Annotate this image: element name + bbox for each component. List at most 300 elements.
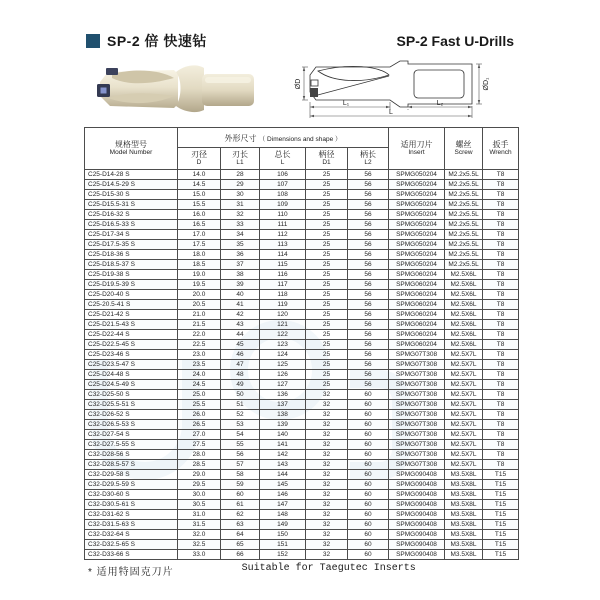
cell-d: 25.5 <box>178 400 221 410</box>
cell-d: 26.0 <box>178 410 221 420</box>
page-title-en: SP-2 Fast U-Drills <box>396 33 514 49</box>
table-row <box>85 240 519 250</box>
dim-label-d: ØD <box>295 78 302 90</box>
cell-d1: 32 <box>306 530 348 540</box>
cell-insert: SPMG07T308 <box>389 450 445 460</box>
cell-d: 23.5 <box>178 360 221 370</box>
col-header-d-zh: 刃径 <box>191 150 207 160</box>
cell-model: C25-D15.5-31 S <box>85 200 178 210</box>
page-title-zh: SP-2 倍 快速钻 <box>107 33 207 49</box>
table-row <box>85 310 519 320</box>
cell-l1: 42 <box>221 310 260 320</box>
cell-wrench: T8 <box>483 450 519 460</box>
cell-wrench: T8 <box>483 340 519 350</box>
col-header-dims-en: （ Dimensions and shape ） <box>258 136 342 144</box>
table-row <box>85 320 519 330</box>
cell-d1: 25 <box>306 190 348 200</box>
cell-screw: M2.5X6L <box>445 320 483 330</box>
cell-screw: M3.5X8L <box>445 550 483 560</box>
cell-l: 124 <box>260 350 306 360</box>
spec-table <box>84 127 519 560</box>
cell-wrench: T15 <box>483 510 519 520</box>
cell-l1: 56 <box>221 450 260 460</box>
cell-l: 120 <box>260 310 306 320</box>
cell-screw: M2.2x5.5L <box>445 200 483 210</box>
cell-wrench: T15 <box>483 530 519 540</box>
cell-l: 141 <box>260 440 306 450</box>
cell-wrench: T8 <box>483 170 519 180</box>
table-row <box>85 460 519 470</box>
cell-l: 145 <box>260 480 306 490</box>
cell-l2: 60 <box>348 470 389 480</box>
cell-model: C25-D17.5-35 S <box>85 240 178 250</box>
cell-insert: SPMG050204 <box>389 200 445 210</box>
col-header-d1 <box>306 148 348 170</box>
dim-label-d1: ØD₁ <box>483 77 490 91</box>
cell-d: 22.0 <box>178 330 221 340</box>
cell-d: 30.0 <box>178 490 221 500</box>
cell-d1: 25 <box>306 310 348 320</box>
cell-screw: M2.5X6L <box>445 330 483 340</box>
cell-model: C25-D22.5-45 S <box>85 340 178 350</box>
cell-d: 20.5 <box>178 300 221 310</box>
page-header <box>86 31 514 51</box>
table-row <box>85 360 519 370</box>
cell-screw: M2.2x5.5L <box>445 250 483 260</box>
cell-screw: M3.5X8L <box>445 520 483 530</box>
cell-screw: M3.5X8L <box>445 510 483 520</box>
table-row <box>85 440 519 450</box>
dimension-diagram <box>294 54 516 122</box>
cell-wrench: T8 <box>483 410 519 420</box>
cell-insert: SPMG07T308 <box>389 360 445 370</box>
cell-d: 30.5 <box>178 500 221 510</box>
cell-l: 126 <box>260 370 306 380</box>
dimension-diagram-graphic <box>294 54 516 122</box>
cell-l: 113 <box>260 240 306 250</box>
cell-d1: 25 <box>306 230 348 240</box>
cell-d1: 25 <box>306 170 348 180</box>
cell-l: 148 <box>260 510 306 520</box>
cell-screw: M2.5X7L <box>445 440 483 450</box>
cell-d: 32.0 <box>178 530 221 540</box>
cell-model: C25-D14-28 S <box>85 170 178 180</box>
cell-l1: 51 <box>221 400 260 410</box>
cell-d: 17.0 <box>178 230 221 240</box>
cell-d1: 32 <box>306 470 348 480</box>
cell-insert: SPMG050204 <box>389 180 445 190</box>
cell-l: 110 <box>260 210 306 220</box>
cell-model: C32-D26.5-53 S <box>85 420 178 430</box>
cell-l2: 56 <box>348 250 389 260</box>
cell-wrench: T8 <box>483 280 519 290</box>
cell-model: C25-D24.5-49 S <box>85 380 178 390</box>
cell-wrench: T8 <box>483 360 519 370</box>
cell-l1: 38 <box>221 270 260 280</box>
cell-l2: 60 <box>348 410 389 420</box>
cell-model: C32-D31.5-63 S <box>85 520 178 530</box>
cell-screw: M3.5X8L <box>445 540 483 550</box>
cell-screw: M2.5X7L <box>445 390 483 400</box>
cell-l: 144 <box>260 470 306 480</box>
cell-insert: SPMG090408 <box>389 530 445 540</box>
cell-screw: M2.2x5.5L <box>445 190 483 200</box>
cell-wrench: T15 <box>483 480 519 490</box>
footer-note-zh: * 适用特固克刀片 <box>88 567 174 578</box>
cell-l: 115 <box>260 260 306 270</box>
cell-wrench: T8 <box>483 240 519 250</box>
cell-l1: 46 <box>221 350 260 360</box>
table-row <box>85 260 519 270</box>
col-header-wrench-zh: 扳手 <box>492 140 509 150</box>
cell-d1: 32 <box>306 460 348 470</box>
cell-l: 119 <box>260 300 306 310</box>
col-header-wrench <box>483 128 519 170</box>
cell-insert: SPMG07T308 <box>389 460 445 470</box>
cell-screw: M2.2x5.5L <box>445 260 483 270</box>
cell-screw: M2.5X7L <box>445 400 483 410</box>
cell-model: C32-D27-54 S <box>85 430 178 440</box>
cell-d1: 25 <box>306 370 348 380</box>
cell-l1: 28 <box>221 170 260 180</box>
cell-model: C25-D20-40 S <box>85 290 178 300</box>
cell-l2: 56 <box>348 270 389 280</box>
cell-insert: SPMG07T308 <box>389 390 445 400</box>
cell-l2: 56 <box>348 360 389 370</box>
table-row <box>85 190 519 200</box>
table-row <box>85 540 519 550</box>
cell-screw: M2.5X7L <box>445 460 483 470</box>
cell-insert: SPMG07T308 <box>389 370 445 380</box>
cell-d1: 25 <box>306 210 348 220</box>
cell-d1: 32 <box>306 520 348 530</box>
cell-l1: 58 <box>221 470 260 480</box>
cell-wrench: T8 <box>483 320 519 330</box>
cell-d: 16.5 <box>178 220 221 230</box>
cell-d1: 32 <box>306 480 348 490</box>
cell-wrench: T8 <box>483 300 519 310</box>
cell-d1: 32 <box>306 490 348 500</box>
cell-screw: M2.5X6L <box>445 340 483 350</box>
cell-l2: 60 <box>348 460 389 470</box>
cell-insert: SPMG090408 <box>389 510 445 520</box>
cell-d: 23.0 <box>178 350 221 360</box>
cell-screw: M2.5X7L <box>445 430 483 440</box>
cell-l: 137 <box>260 400 306 410</box>
cell-l2: 60 <box>348 400 389 410</box>
cell-d1: 25 <box>306 240 348 250</box>
cell-d1: 32 <box>306 540 348 550</box>
cell-model: C25-D15-30 S <box>85 190 178 200</box>
cell-wrench: T15 <box>483 490 519 500</box>
cell-wrench: T8 <box>483 290 519 300</box>
cell-l: 122 <box>260 330 306 340</box>
table-row <box>85 340 519 350</box>
table-row <box>85 410 519 420</box>
col-header-insert <box>389 128 445 170</box>
cell-insert: SPMG050204 <box>389 260 445 270</box>
cell-l1: 62 <box>221 510 260 520</box>
cell-insert: SPMG050204 <box>389 190 445 200</box>
cell-l2: 56 <box>348 380 389 390</box>
cell-l1: 33 <box>221 220 260 230</box>
cell-wrench: T8 <box>483 200 519 210</box>
cell-d: 21.0 <box>178 310 221 320</box>
cell-screw: M2.2x5.5L <box>445 240 483 250</box>
cell-d: 20.0 <box>178 290 221 300</box>
cell-wrench: T8 <box>483 330 519 340</box>
cell-l2: 56 <box>348 340 389 350</box>
cell-d1: 25 <box>306 290 348 300</box>
cell-d: 27.0 <box>178 430 221 440</box>
col-header-l2-en: L2 <box>364 159 372 167</box>
cell-model: C32-D29-58 S <box>85 470 178 480</box>
cell-model: C25-D19-38 S <box>85 270 178 280</box>
cell-l1: 61 <box>221 500 260 510</box>
dim-label-l2: L₂ <box>436 100 444 107</box>
cell-wrench: T8 <box>483 230 519 240</box>
cell-l2: 60 <box>348 520 389 530</box>
cell-wrench: T8 <box>483 270 519 280</box>
cell-l1: 34 <box>221 230 260 240</box>
cell-wrench: T8 <box>483 260 519 270</box>
cell-screw: M3.5X8L <box>445 500 483 510</box>
table-row <box>85 500 519 510</box>
cell-d1: 32 <box>306 390 348 400</box>
table-row <box>85 550 519 560</box>
col-header-l1-en: L1 <box>236 159 244 167</box>
cell-d: 29.5 <box>178 480 221 490</box>
cell-model: C25-D18-36 S <box>85 250 178 260</box>
cell-model: C32-D28.5-57 S <box>85 460 178 470</box>
cell-d: 26.5 <box>178 420 221 430</box>
cell-insert: SPMG060204 <box>389 290 445 300</box>
cell-d1: 32 <box>306 440 348 450</box>
cell-model: C25-D18.5-37 S <box>85 260 178 270</box>
cell-l: 138 <box>260 410 306 420</box>
cell-wrench: T8 <box>483 430 519 440</box>
cell-d1: 25 <box>306 260 348 270</box>
cell-wrench: T8 <box>483 420 519 430</box>
cell-l: 152 <box>260 550 306 560</box>
cell-wrench: T15 <box>483 550 519 560</box>
cell-wrench: T8 <box>483 180 519 190</box>
section-bullet-square <box>86 34 100 48</box>
table-row <box>85 530 519 540</box>
cell-l: 109 <box>260 200 306 210</box>
cell-d1: 32 <box>306 550 348 560</box>
cell-d: 18.0 <box>178 250 221 260</box>
cell-l2: 56 <box>348 320 389 330</box>
cell-insert: SPMG060204 <box>389 270 445 280</box>
cell-l2: 60 <box>348 390 389 400</box>
table-row <box>85 490 519 500</box>
cell-d: 19.5 <box>178 280 221 290</box>
cell-l1: 47 <box>221 360 260 370</box>
table-row <box>85 520 519 530</box>
cell-wrench: T8 <box>483 210 519 220</box>
cell-l1: 35 <box>221 240 260 250</box>
col-header-d1-en: D1 <box>322 159 331 167</box>
cell-insert: SPMG090408 <box>389 480 445 490</box>
cell-screw: M2.5X6L <box>445 290 483 300</box>
cell-screw: M2.5X6L <box>445 310 483 320</box>
cell-wrench: T8 <box>483 250 519 260</box>
cell-l: 107 <box>260 180 306 190</box>
table-row <box>85 280 519 290</box>
cell-l1: 63 <box>221 520 260 530</box>
cell-d: 15.5 <box>178 200 221 210</box>
cell-l1: 65 <box>221 540 260 550</box>
cell-l2: 60 <box>348 450 389 460</box>
cell-screw: M2.5X7L <box>445 360 483 370</box>
table-row <box>85 220 519 230</box>
cell-l1: 40 <box>221 290 260 300</box>
cell-screw: M2.5X6L <box>445 280 483 290</box>
cell-insert: SPMG07T308 <box>389 380 445 390</box>
table-row <box>85 430 519 440</box>
cell-l2: 56 <box>348 350 389 360</box>
cell-model: C32-D30-60 S <box>85 490 178 500</box>
cell-l2: 56 <box>348 330 389 340</box>
cell-insert: SPMG07T308 <box>389 430 445 440</box>
cell-l1: 39 <box>221 280 260 290</box>
cell-d1: 32 <box>306 420 348 430</box>
cell-model: C32-D26-52 S <box>85 410 178 420</box>
cell-l1: 48 <box>221 370 260 380</box>
cell-l1: 30 <box>221 190 260 200</box>
col-header-insert-zh: 适用刀片 <box>400 140 433 150</box>
cell-wrench: T8 <box>483 390 519 400</box>
table-row <box>85 300 519 310</box>
cell-model: C32-D33-66 S <box>85 550 178 560</box>
cell-screw: M2.2x5.5L <box>445 210 483 220</box>
cell-wrench: T15 <box>483 520 519 530</box>
cell-l1: 50 <box>221 390 260 400</box>
cell-d1: 25 <box>306 200 348 210</box>
col-header-l1-zh: 刃长 <box>232 150 248 160</box>
cell-l2: 60 <box>348 430 389 440</box>
cell-l: 117 <box>260 280 306 290</box>
cell-l2: 56 <box>348 170 389 180</box>
cell-d1: 25 <box>306 330 348 340</box>
table-row <box>85 450 519 460</box>
col-header-insert-en: Insert <box>408 149 425 157</box>
col-header-wrench-en: Wrench <box>489 149 512 157</box>
cell-l2: 56 <box>348 280 389 290</box>
table-row <box>85 290 519 300</box>
table-row <box>85 170 519 180</box>
cell-insert: SPMG090408 <box>389 550 445 560</box>
col-header-l <box>260 148 306 170</box>
header-left <box>86 31 207 51</box>
cell-model: C32-D31-62 S <box>85 510 178 520</box>
cell-l: 136 <box>260 390 306 400</box>
cell-wrench: T8 <box>483 440 519 450</box>
cell-l: 114 <box>260 250 306 260</box>
table-row <box>85 480 519 490</box>
cell-d1: 25 <box>306 300 348 310</box>
cell-l1: 37 <box>221 260 260 270</box>
cell-l: 150 <box>260 530 306 540</box>
cell-l1: 55 <box>221 440 260 450</box>
cell-screw: M2.2x5.5L <box>445 180 483 190</box>
table-row <box>85 510 519 520</box>
cell-wrench: T8 <box>483 370 519 380</box>
cell-l2: 56 <box>348 200 389 210</box>
cell-d: 32.5 <box>178 540 221 550</box>
cell-model: C32-D27.5-55 S <box>85 440 178 450</box>
cell-model: C25-D22-44 S <box>85 330 178 340</box>
cell-screw: M3.5X8L <box>445 470 483 480</box>
cell-l1: 52 <box>221 410 260 420</box>
cell-l1: 45 <box>221 340 260 350</box>
cell-insert: SPMG090408 <box>389 500 445 510</box>
cell-d1: 32 <box>306 400 348 410</box>
cell-l: 139 <box>260 420 306 430</box>
table-row <box>85 420 519 430</box>
cell-wrench: T8 <box>483 190 519 200</box>
col-header-model-en: Model Number <box>109 149 153 157</box>
cell-l2: 56 <box>348 220 389 230</box>
table-row <box>85 270 519 280</box>
cell-d: 24.0 <box>178 370 221 380</box>
cell-screw: M3.5X8L <box>445 530 483 540</box>
cell-l: 112 <box>260 230 306 240</box>
cell-model: C25-D19.5-39 S <box>85 280 178 290</box>
cell-l: 121 <box>260 320 306 330</box>
drill-photo-graphic <box>86 54 271 122</box>
col-header-screw <box>445 128 483 170</box>
cell-wrench: T15 <box>483 540 519 550</box>
cell-l2: 60 <box>348 420 389 430</box>
cell-l2: 56 <box>348 190 389 200</box>
table-row <box>85 330 519 340</box>
cell-l: 108 <box>260 190 306 200</box>
cell-d1: 32 <box>306 500 348 510</box>
dim-label-l1: L₁ <box>342 100 350 107</box>
cell-l2: 56 <box>348 240 389 250</box>
col-header-l2-zh: 柄长 <box>360 150 376 160</box>
cell-d1: 25 <box>306 380 348 390</box>
cell-model: C25-20.5-41 S <box>85 300 178 310</box>
cell-l2: 56 <box>348 370 389 380</box>
cell-d1: 25 <box>306 180 348 190</box>
cell-insert: SPMG060204 <box>389 280 445 290</box>
cell-l: 118 <box>260 290 306 300</box>
table-row <box>85 390 519 400</box>
cell-l: 106 <box>260 170 306 180</box>
cell-wrench: T8 <box>483 220 519 230</box>
cell-d: 31.5 <box>178 520 221 530</box>
cell-d: 18.5 <box>178 260 221 270</box>
cell-model: C25-D21-42 S <box>85 310 178 320</box>
cell-l1: 57 <box>221 460 260 470</box>
cell-insert: SPMG050204 <box>389 210 445 220</box>
col-header-dimensions <box>178 128 389 148</box>
cell-l: 127 <box>260 380 306 390</box>
cell-l: 143 <box>260 460 306 470</box>
cell-d1: 32 <box>306 410 348 420</box>
cell-l: 142 <box>260 450 306 460</box>
cell-insert: SPMG07T308 <box>389 410 445 420</box>
cell-screw: M2.2x5.5L <box>445 220 483 230</box>
cell-wrench: T8 <box>483 310 519 320</box>
cell-wrench: T8 <box>483 350 519 360</box>
cell-model: C25-D14.5-29 S <box>85 180 178 190</box>
cell-d: 14.0 <box>178 170 221 180</box>
col-header-screw-zh: 螺丝 <box>455 140 472 150</box>
